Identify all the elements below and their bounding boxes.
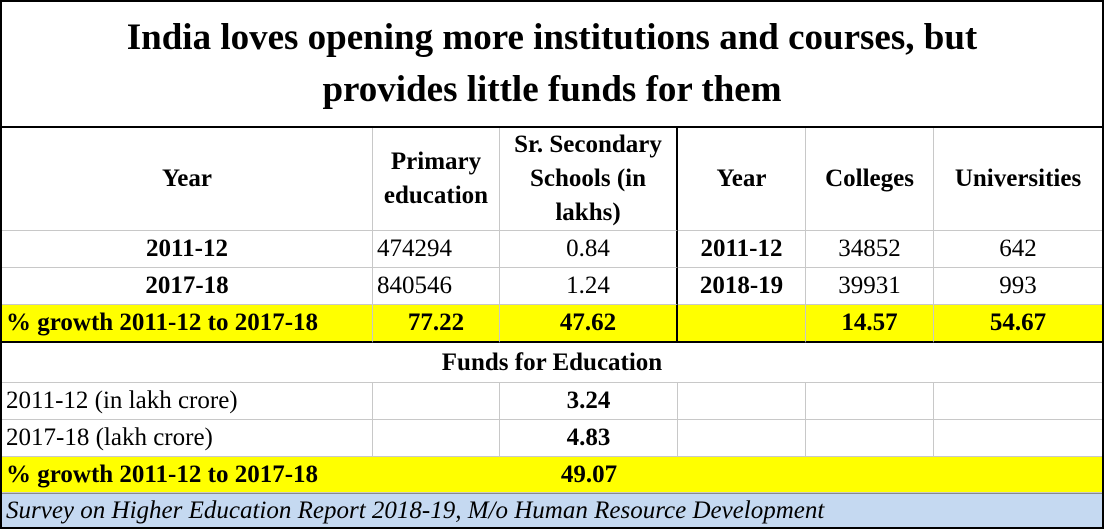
- funds-row1-value: 3.24: [500, 383, 678, 420]
- header-secondary-line-2: Schools (in: [529, 165, 646, 192]
- funds-row2-label: 2017-18 (lakh crore): [2, 420, 373, 457]
- row2-secondary: 1.24: [500, 268, 678, 305]
- header-primary-education: [373, 128, 500, 231]
- header-secondary-line-3: lakhs): [555, 199, 621, 226]
- funds-row1-label: 2011-12 (in lakh crore): [2, 383, 373, 420]
- header-primary-line-1: Primary: [390, 148, 482, 175]
- row1-year: 2011-12: [2, 231, 373, 268]
- row2-universities: 993: [934, 268, 1102, 305]
- source-text: Survey on Higher Education Report 2018-19, M/o Human Resource Development: [6, 496, 825, 524]
- row2-colleges: 39931: [806, 268, 934, 305]
- funds-row2-empty-c: [806, 420, 934, 457]
- header-universities: Universities: [934, 128, 1102, 231]
- table-title: [2, 2, 1102, 128]
- header-primary-line-2: education: [383, 182, 489, 209]
- growth-primary: 77.22: [373, 305, 500, 343]
- funds-row2-empty-b: [678, 420, 806, 457]
- growth-label: % growth 2011-12 to 2017-18: [2, 305, 373, 343]
- header-year: Year: [2, 128, 373, 231]
- funds-row2-empty-a: [373, 420, 500, 457]
- funds-row1-empty-a: [373, 383, 500, 420]
- header-year-2: Year: [678, 128, 806, 231]
- funds-row1-empty-c: [806, 383, 934, 420]
- funds-row1-empty-b: [678, 383, 806, 420]
- funds-heading: [2, 343, 1102, 383]
- funds-row1-empty-d: [934, 383, 1102, 420]
- funds-growth-label: % growth 2011-12 to 2017-18: [2, 457, 373, 493]
- funds-growth-value: 49.07: [500, 457, 678, 493]
- funds-heading-text: Funds for Education: [441, 348, 663, 376]
- funds-row2-value: 4.83: [500, 420, 678, 457]
- row1-universities: 642: [934, 231, 1102, 268]
- title-line-2: provides little funds for them: [322, 69, 782, 110]
- header-sr-secondary-schools: [500, 128, 678, 231]
- title-line-1: India loves opening more institutions and courses, but: [126, 17, 978, 58]
- row1-colleges: 34852: [806, 231, 934, 268]
- row1-year-2: 2011-12: [678, 231, 806, 268]
- growth-year-2-empty: [678, 305, 806, 343]
- funds-row2-empty-d: [934, 420, 1102, 457]
- source-footer: [2, 493, 1102, 527]
- row1-primary: 474294: [373, 231, 500, 268]
- growth-secondary: 47.62: [500, 305, 678, 343]
- row1-secondary: 0.84: [500, 231, 678, 268]
- funds-growth-empty-b: [678, 457, 1102, 493]
- row2-year-2: 2018-19: [678, 268, 806, 305]
- funds-growth-empty-a: [373, 457, 500, 493]
- row2-year: 2017-18: [2, 268, 373, 305]
- growth-colleges: 14.57: [806, 305, 934, 343]
- row2-primary: 840546: [373, 268, 500, 305]
- header-colleges: Colleges: [806, 128, 934, 231]
- growth-universities: 54.67: [934, 305, 1102, 343]
- header-secondary-line-1: Sr. Secondary: [514, 131, 662, 158]
